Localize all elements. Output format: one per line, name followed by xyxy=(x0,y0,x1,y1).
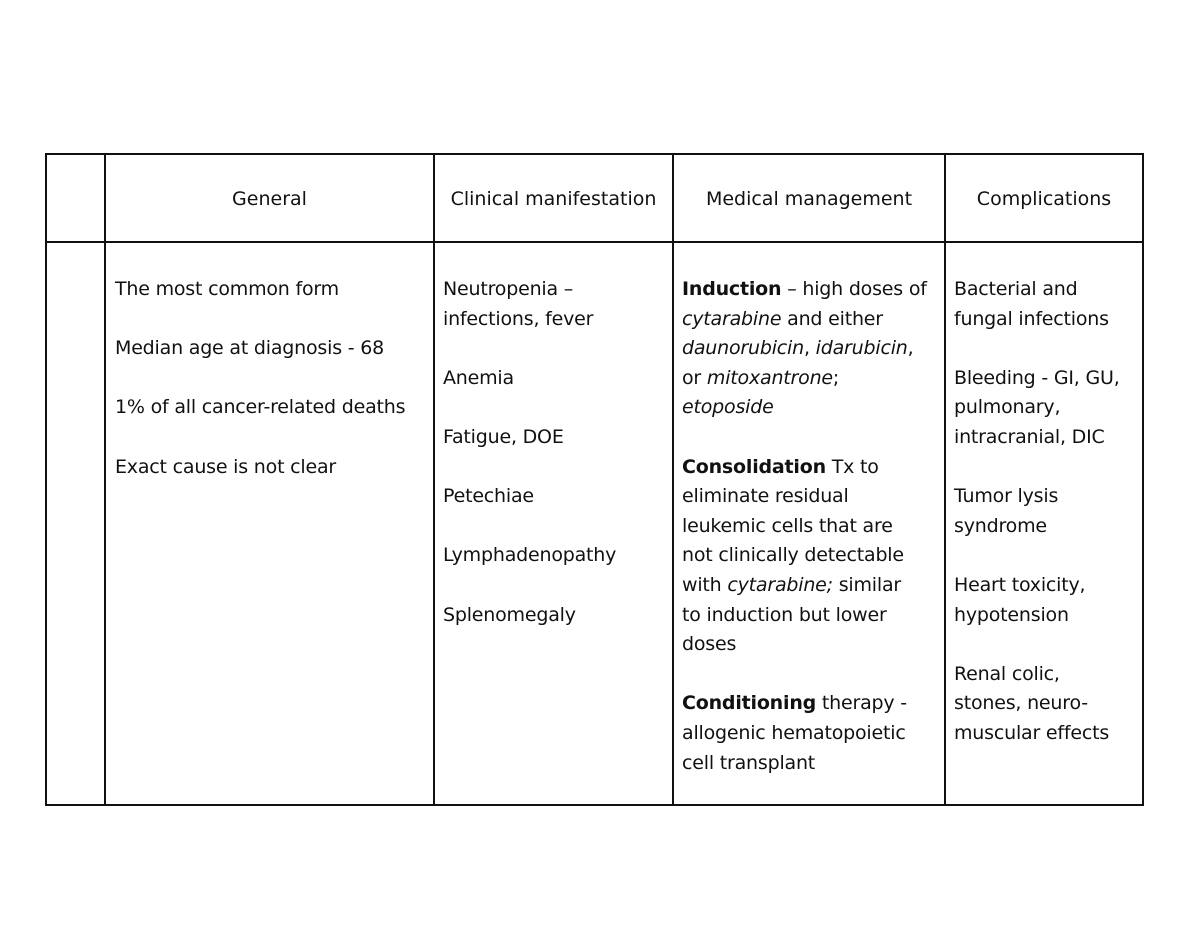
management-line: allogenic hematopoietic xyxy=(682,721,906,744)
consolidation-block xyxy=(682,453,944,660)
general-item: 1% of all cancer-related deaths xyxy=(115,396,406,419)
management-text: or xyxy=(682,366,707,389)
management-line xyxy=(682,334,944,364)
header-medical-management: Medical management xyxy=(705,188,913,210)
management-line: leukemic cells that are xyxy=(682,514,893,537)
management-line xyxy=(682,571,944,601)
induction-label: Induction xyxy=(682,278,782,300)
management-text: similar xyxy=(832,573,902,596)
management-line xyxy=(682,393,944,423)
clinical-item: Splenomegaly xyxy=(443,603,576,626)
complication-line: pulmonary, xyxy=(954,396,1061,419)
management-text: – high doses of xyxy=(781,278,927,300)
complication-item xyxy=(954,275,1142,334)
complication-item xyxy=(954,364,1142,453)
complication-line: Bacterial and xyxy=(954,278,1078,300)
complication-item xyxy=(954,482,1142,541)
complication-line: Bleeding - GI, GU, xyxy=(954,366,1120,389)
clinical-cell xyxy=(443,275,671,630)
header-complications: Complications xyxy=(976,188,1112,210)
management-line xyxy=(682,689,944,719)
conditioning-block xyxy=(682,689,944,778)
management-text: , xyxy=(907,337,914,360)
management-text: , xyxy=(803,337,816,360)
header-divider xyxy=(45,241,1144,243)
general-item: The most common form xyxy=(115,278,339,300)
header-clinical-manifestation: Clinical manifestation xyxy=(450,188,657,210)
induction-block xyxy=(682,275,944,423)
drug-name: etoposide xyxy=(682,396,774,419)
complication-line: Renal colic, xyxy=(954,662,1060,685)
clinical-text: Neutropenia – xyxy=(443,278,574,300)
management-line: eliminate residual xyxy=(682,485,849,508)
complication-line: muscular effects xyxy=(954,721,1110,744)
management-line: cell transplant xyxy=(682,751,816,774)
clinical-item: Petechiae xyxy=(443,485,534,508)
management-text: ; xyxy=(832,366,840,389)
column-divider-4 xyxy=(944,153,946,806)
clinical-item: Anemia xyxy=(443,366,514,389)
management-line xyxy=(682,453,944,483)
complication-line: intracranial, DIC xyxy=(954,425,1105,448)
complication-item xyxy=(954,571,1142,630)
general-item: Median age at diagnosis - 68 xyxy=(115,337,385,360)
clinical-text: infections, fever xyxy=(443,307,594,330)
table-top-border xyxy=(45,153,1144,155)
complications-cell xyxy=(954,275,1142,749)
general-item: Exact cause is not clear xyxy=(115,455,337,478)
management-text: Tx to xyxy=(825,455,879,478)
conditioning-label: Conditioning xyxy=(682,692,817,715)
complication-line: stones, neuro- xyxy=(954,692,1088,715)
complication-item xyxy=(954,660,1142,749)
management-line: doses xyxy=(682,633,737,656)
column-divider-1 xyxy=(104,153,106,806)
management-line xyxy=(682,275,944,305)
column-divider-2 xyxy=(433,153,435,806)
management-line: not clinically detectable xyxy=(682,544,904,567)
complication-line: Tumor lysis xyxy=(954,485,1059,508)
management-text: with xyxy=(682,573,728,596)
general-cell xyxy=(115,275,431,482)
header-general: General xyxy=(232,188,307,210)
management-line xyxy=(682,364,944,394)
management-text: therapy - xyxy=(816,692,907,715)
drug-name: mitoxantrone xyxy=(706,366,833,389)
drug-name: cytarabine; xyxy=(727,573,833,596)
clinical-item xyxy=(443,275,671,334)
consolidation-label: Consolidation xyxy=(682,455,826,478)
management-text: and either xyxy=(781,307,883,330)
clinical-item: Lymphadenopathy xyxy=(443,544,617,567)
complication-line: syndrome xyxy=(954,514,1047,537)
drug-name: idarubicin xyxy=(815,337,908,360)
table-bottom-border xyxy=(45,804,1144,806)
drug-name: cytarabine xyxy=(682,307,782,330)
management-cell xyxy=(682,275,944,778)
complication-line: hypotension xyxy=(954,603,1069,626)
table-left-border xyxy=(45,153,47,806)
table-right-border xyxy=(1142,153,1144,806)
column-divider-3 xyxy=(672,153,674,806)
clinical-item: Fatigue, DOE xyxy=(443,425,564,448)
data-table xyxy=(45,153,1144,806)
complication-line: fungal infections xyxy=(954,307,1109,330)
complication-line: Heart toxicity, xyxy=(954,573,1086,596)
management-line xyxy=(682,305,944,335)
drug-name: daunorubicin xyxy=(682,337,804,360)
management-line: to induction but lower xyxy=(682,603,887,626)
